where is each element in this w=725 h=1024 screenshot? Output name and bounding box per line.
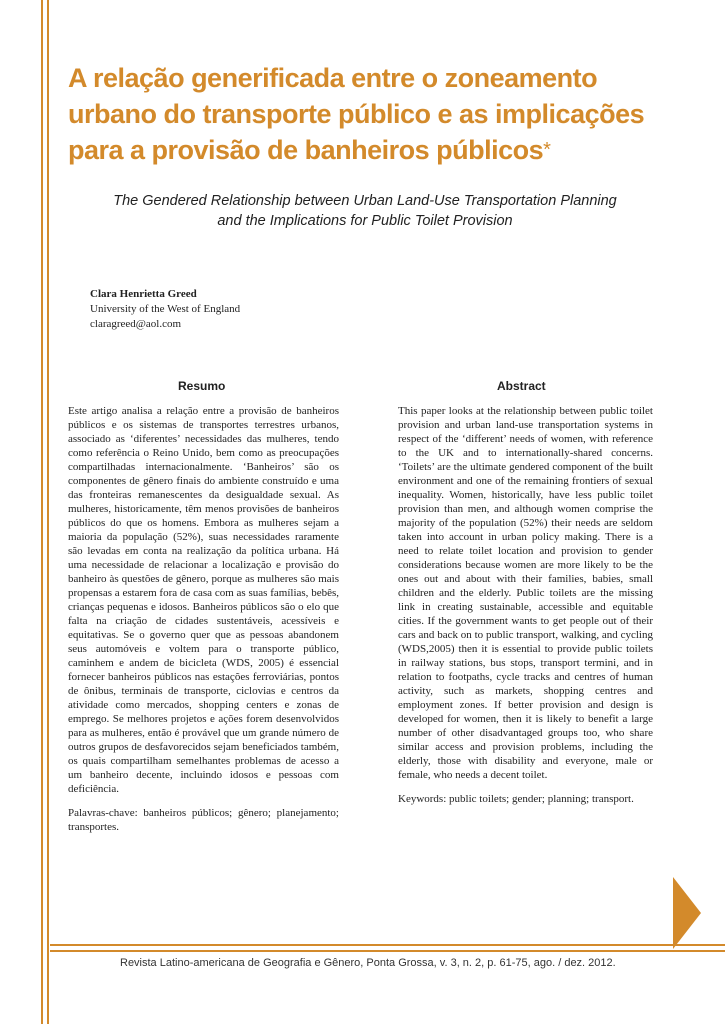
resumo-heading: Resumo [178, 379, 226, 393]
title-footnote-mark: * [543, 139, 551, 161]
author-affiliation: University of the West of England [90, 303, 241, 315]
footer-rule-upper [50, 944, 725, 946]
abstract-keywords: Keywords: public toilets; gender; planning; transport. [398, 793, 634, 805]
resumo-body: Este artigo analisa a relação entre a provisão de banheiros públicos e os sistemas de transportes terrestres urbanos, associado as ‘diferentes’ necessidades das mulheres, tendo como referência o Reino Unido, bem como as preocupações compartilhadas internacionalmente. ‘Banheiros’ são os componentes de gênero finais do ambiente construído e uma das fronteiras remanescentes da desigualdade sexual. As mulheres, historicamente, têm menos provisões de banheiros públicos do que os homens. Embora as mulheres sejam a maioria da população (52%), suas necessidades raramente são levadas em conta na realização da política urbana. Há uma necessidade de relacionar a localização e provisão do banheiro às questões de gênero, porque as mulheres são mais propensas a estarem fora de casa com as suas famílias, bebês, crianças pequenas e idosos. Banheiros públicos são o elo que falta na criação de cidades sustentáveis, acessíveis e equitativas. Se o governo quer que as pessoas abandonem seus automóveis e voltem para o transporte público, caminhem e andem de bicicleta (WDS, 2005) é essencial fornecer banheiros públicos nas estações ferroviárias, pontos de ônibus, terminais de transporte, ciclovias e centros da atividade como mercados, shopping centers e zonas de emprego. Se melhores projetos e ações forem desenvolvidos para as mulheres, então é provável que um grande número de outros grupos de desfavorecidos sejam beneficiados também, os quais compartilham semelhantes problemas de acesso a um banheiro decente, incluindo idosos e pessoas com deficiência. [68, 405, 339, 795]
author-name: Clara Henrietta Greed [90, 288, 197, 300]
abstract-column [398, 404, 653, 816]
journal-citation: Revista Latino-americana de Geografia e Gênero, Ponta Grossa, v. 3, n. 2, p. 61-75, ago. / dez. 2012. [120, 957, 616, 969]
abstract-body: This paper looks at the relationship between public toilet provision and urban land-use transportation systems in respect of the ‘different’ needs of women, with reference to the UK and to internationally-shared concerns. ‘Toilets’ are the ultimate gendered component of the built environment and one of the remaining frontiers of sexual inequality. Women, historically, have less public toilet provision than men, and although women comprise the majority of the population (52%) their needs are seldom taken into account in urban policy making. There is a need to relate toilet location and provision to gender considerations because women are more likely to be the ones out and about with their families, babies, small children and the elderly. Public toilets are the missing link in creating sustainable, accessible and equitable cities. If the government wants to get people out of their cars and back on to public transport, walking, and cycling (WDS,2005) then it is essential to provide public toilets in railway stations, bus stops, transport termini, and in relation to footpaths, cycle tracks and centres of human activity, such as markets, shopping centres and employment zones. If better provision and design is developed for women, then it is likely to benefit a large number of other disadvantaged groups too, who share similar access and provision problems, including the elderly, those with disability and everyone, male or female, who needs a decent toilet. [398, 405, 653, 781]
resumo-keywords: Palavras-chave: banheiros públicos; gênero; planejamento; transportes. [68, 807, 339, 833]
abstract-heading: Abstract [497, 379, 546, 393]
next-page-arrow-icon[interactable] [673, 877, 701, 949]
author-email[interactable]: claragreed@aol.com [90, 318, 182, 330]
left-border-line-outer [41, 0, 43, 1024]
article-title [68, 60, 658, 168]
left-border-line-inner [47, 0, 49, 1024]
english-title: The Gendered Relationship between Urban Land-Use Transportation Planning and the Implications for Public Toilet Provision [113, 193, 617, 229]
footer-rule-lower [50, 950, 725, 952]
article-title-text: A relação generificada entre o zoneamento urbano do transporte público e as implicações para a provisão de banheiros públicos [68, 63, 645, 165]
author-block [90, 287, 240, 332]
resumo-column [68, 404, 339, 844]
